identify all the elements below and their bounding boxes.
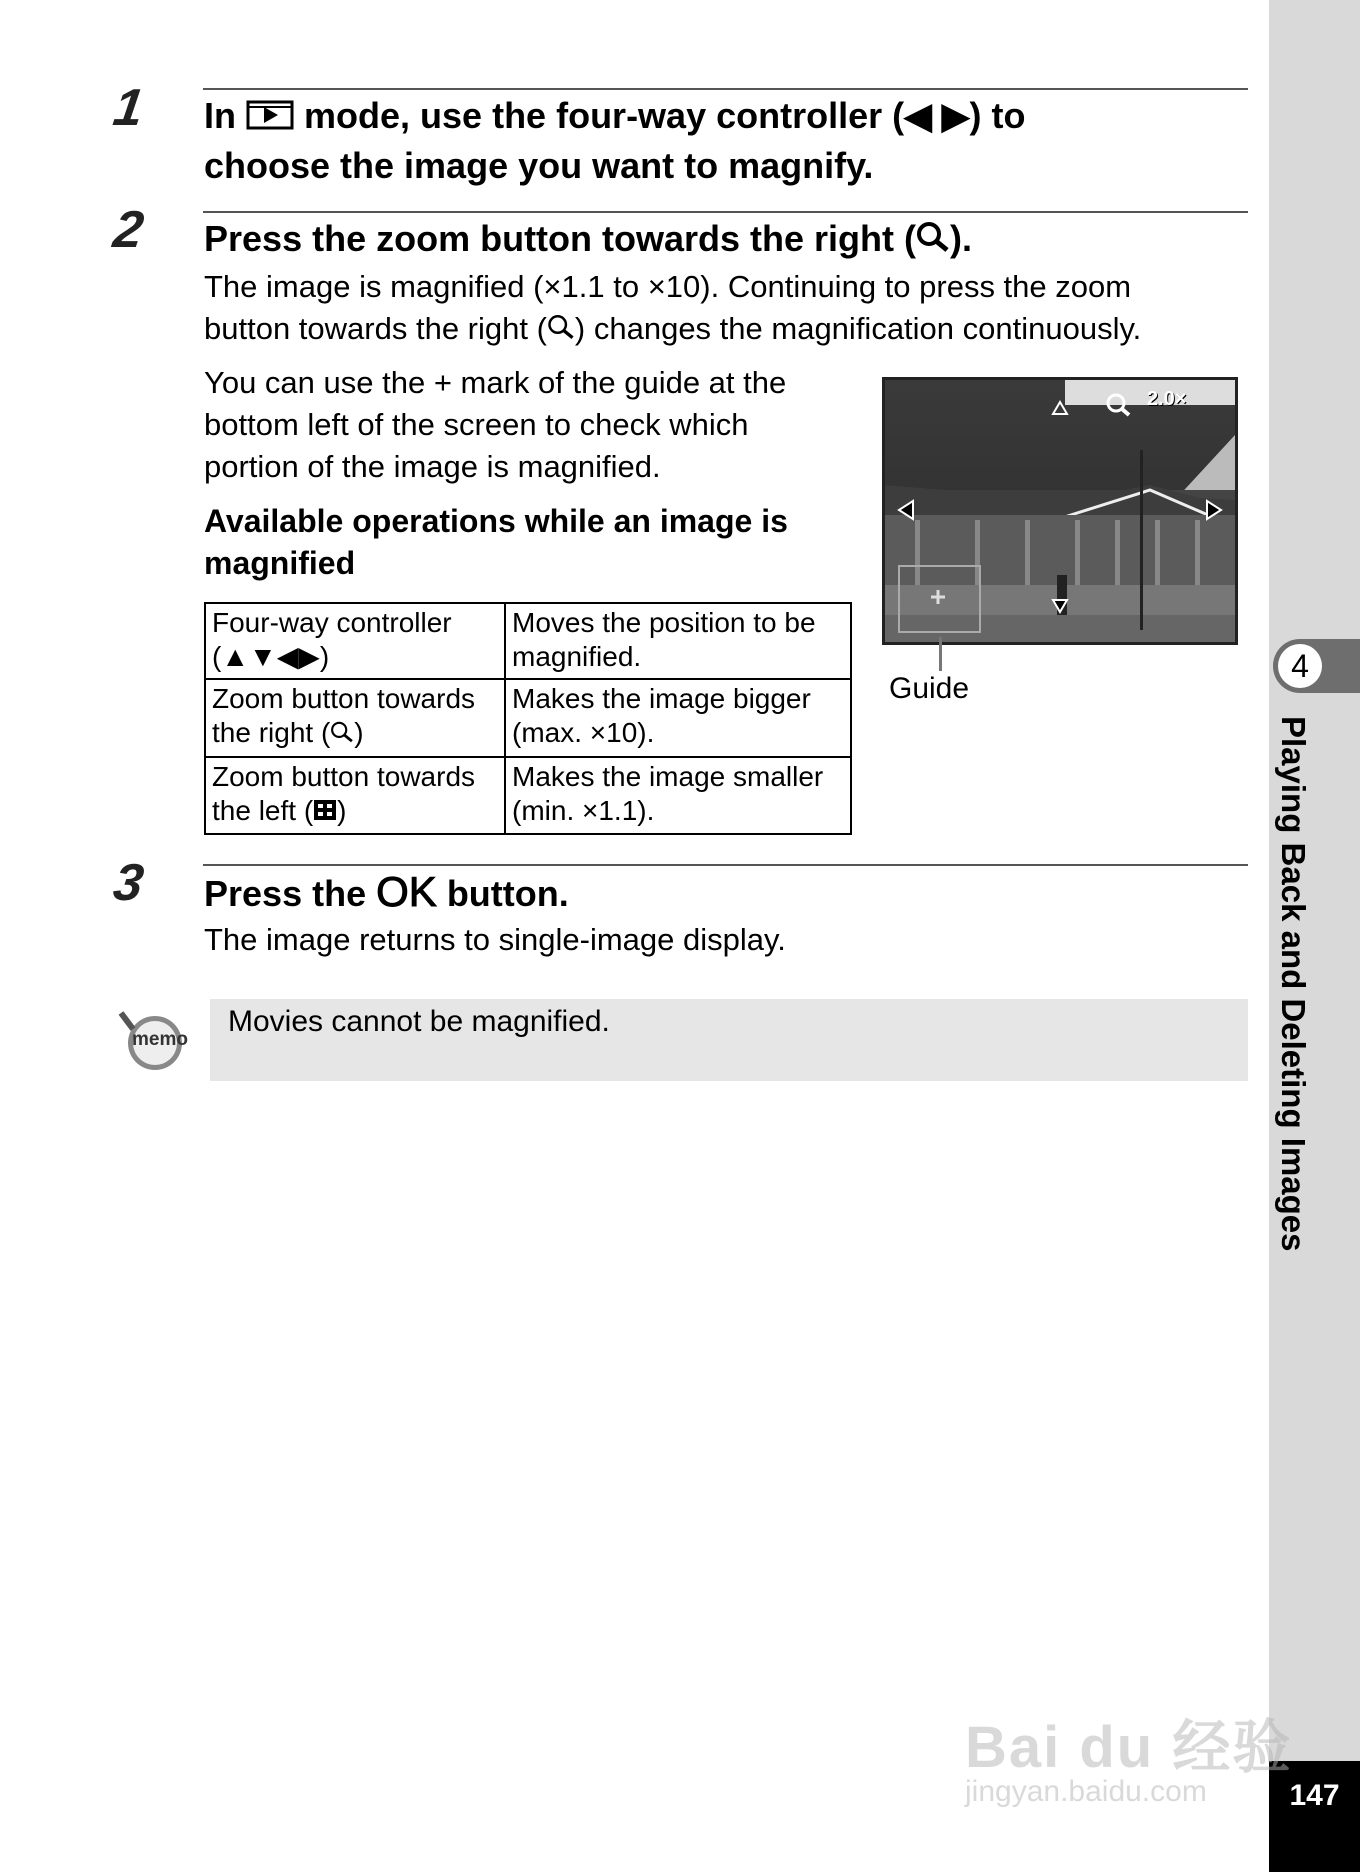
- zoom-magnifier-icon: [330, 718, 354, 752]
- cell-text: (max. ×10).: [512, 717, 655, 748]
- cell-text: ): [354, 717, 364, 748]
- subheading-line: magnified: [204, 545, 356, 581]
- table-cell: [505, 603, 851, 679]
- memo-icon-label: memo: [132, 1029, 188, 1050]
- cell-text: (min. ×1.1).: [512, 794, 655, 826]
- magnified-screen-image: [882, 377, 1238, 645]
- screen-photo: [885, 380, 1235, 642]
- chapter-tab: [1273, 639, 1360, 693]
- watermark-logo: Bai du 经验: [965, 1715, 1293, 1780]
- step2-heading: [204, 215, 972, 265]
- step-number-1: 1: [109, 79, 147, 137]
- step2-body-line2a: button towards the right (: [204, 311, 547, 346]
- cell-text: magnified.: [512, 641, 642, 672]
- guide-label: Guide: [889, 672, 970, 705]
- step2-heading-text-b: ).: [950, 218, 973, 259]
- step2-heading-text-a: Press the zoom button towards the right (: [204, 218, 917, 259]
- chapter-number: 4: [1278, 644, 1322, 688]
- step3-heading-text-a: Press the: [204, 873, 367, 914]
- cell-text: the left (: [212, 794, 314, 826]
- subheading-line: Available operations while an image is: [204, 503, 788, 539]
- zoom-magnifier-icon: [916, 217, 950, 265]
- guide-callout-line: [939, 637, 942, 671]
- step1-heading-text-c: choose the image you want to magnify.: [204, 145, 874, 187]
- guide-para-line: bottom left of the screen to check which: [204, 407, 749, 442]
- step3-body: The image returns to single-image display.: [204, 922, 786, 957]
- cell-text: Moves the position to be: [512, 607, 816, 638]
- table-cell: [205, 603, 505, 679]
- chapter-title: Playing Back and Deleting Images: [1275, 716, 1312, 1252]
- step1-heading-text-b: mode, use the four-way controller (◀ ▶) to: [304, 95, 1026, 136]
- cell-text: Four-way controller: [212, 607, 452, 638]
- table-row: [205, 603, 851, 679]
- step2-rule: [203, 211, 1248, 213]
- thumbnail-grid-icon: [313, 795, 337, 829]
- step1-heading: [204, 92, 1025, 190]
- step1-heading-text-a: In: [204, 95, 236, 136]
- page-number: 147: [1269, 1761, 1360, 1872]
- memo-icon: [117, 1009, 187, 1071]
- step2-body-line2b: ) changes the magnification continuously.: [574, 311, 1142, 346]
- table-row: [205, 679, 851, 757]
- memo-text: Movies cannot be magnified.: [228, 1005, 610, 1038]
- cell-text: ): [337, 794, 347, 826]
- memo-box: [210, 999, 1248, 1081]
- step-number-3: 3: [109, 854, 147, 912]
- cell-text: the right (: [212, 717, 331, 748]
- step3-rule: [203, 864, 1248, 866]
- step2-body-line1: The image is magnified (×1.1 to ×10). Continuing to press the zoom: [204, 269, 1132, 304]
- cell-text: (▲▼◀▶): [212, 641, 330, 672]
- zoom-magnifier-icon: [547, 310, 575, 352]
- guide-paragraph: [204, 362, 786, 488]
- operations-subheading: [204, 500, 788, 584]
- table-cell: [505, 679, 851, 757]
- zoom-readout: 2.0×: [1147, 388, 1187, 410]
- operations-table: [204, 602, 852, 835]
- playback-icon: [246, 94, 294, 142]
- cell-text: Zoom button towards: [212, 760, 476, 792]
- table-cell: [205, 679, 505, 757]
- step2-body: [204, 266, 1141, 352]
- cell-text: Zoom button towards: [212, 683, 476, 714]
- step3-heading: [204, 868, 569, 918]
- cell-text: Makes the image bigger: [512, 683, 811, 714]
- table-cell: [205, 757, 505, 835]
- step-number-2: 2: [109, 201, 147, 259]
- step1-rule: [203, 88, 1248, 90]
- table-row: [205, 757, 851, 835]
- guide-para-line: You can use the + mark of the guide at the: [204, 365, 787, 400]
- guide-para-line: portion of the image is magnified.: [204, 449, 661, 484]
- table-cell: [505, 757, 851, 835]
- watermark-url: jingyan.baidu.com: [965, 1775, 1207, 1808]
- ok-button-label: OK: [376, 868, 437, 915]
- step3-heading-text-b: button.: [446, 873, 569, 914]
- cell-text: Makes the image smaller: [512, 760, 824, 792]
